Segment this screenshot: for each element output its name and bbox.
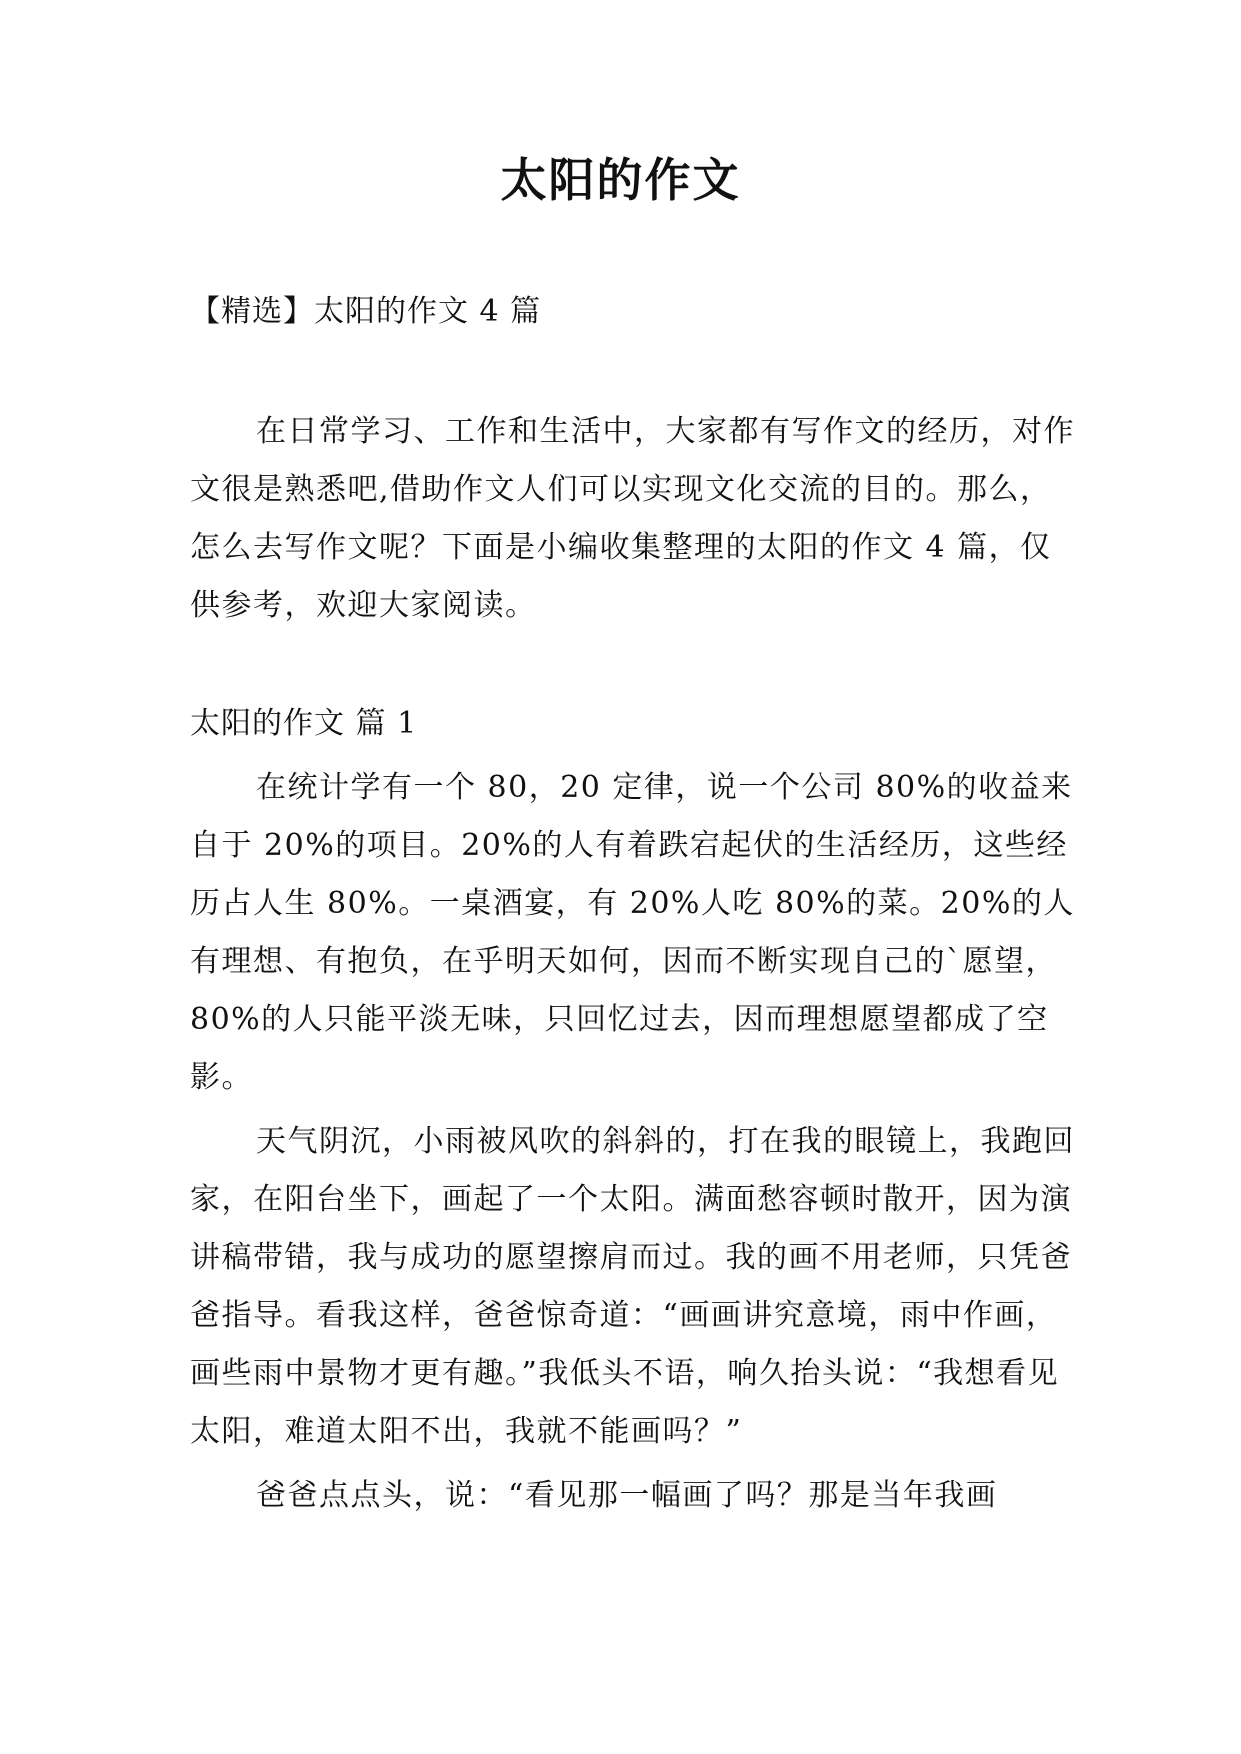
article-body <box>190 759 1075 1531</box>
body-paragraph: 在统计学有一个 80，20 定律，说一个公司 80%的收益来自于 20%的项目。20%的人有着跌宕起伏的生活经历，这些经历占人生 80%。一桌酒宴，有 20%人吃 80%的菜。20%的人有理想、有抱负，在乎明天如何，因而不断实现自己的`愿望，80%的人只能平淡无味，只回忆过去，因而理想愿望都成了空影。 <box>190 770 1075 1095</box>
body-paragraph: 爸爸点点头，说：“看见那一幅画了吗？那是当年我画 <box>256 1478 998 1513</box>
section-heading: 太阳的作文 篇 1 <box>190 706 418 741</box>
body-paragraph: 天气阴沉，小雨被风吹的斜斜的，打在我的眼镜上，我跑回家，在阳台坐下，画起了一个太阳。满面愁容顿时散开，因为演讲稿带错，我与成功的愿望擦肩而过。我的画不用老师，只凭爸爸指导。看我这样，爸爸惊奇道：“画画讲究意境，雨中作画，画些雨中景物才更有趣。”我低头不语，响久抬头说：“我想看见太阳，难道太阳不出，我就不能画吗？” <box>190 1124 1075 1449</box>
document-title: 太阳的作文 <box>500 153 741 207</box>
intro-paragraph: 在日常学习、工作和生活中，大家都有写作文的经历，对作文很是熟悉吧,借助作文人们可以实现文化交流的目的。那么，怎么去写作文呢？下面是小编收集整理的太阳的作文 4 篇，仅供参考，欢迎大家阅读。 <box>190 414 1075 623</box>
document-subtitle: 【精选】太阳的作文 4 篇 <box>190 294 542 329</box>
